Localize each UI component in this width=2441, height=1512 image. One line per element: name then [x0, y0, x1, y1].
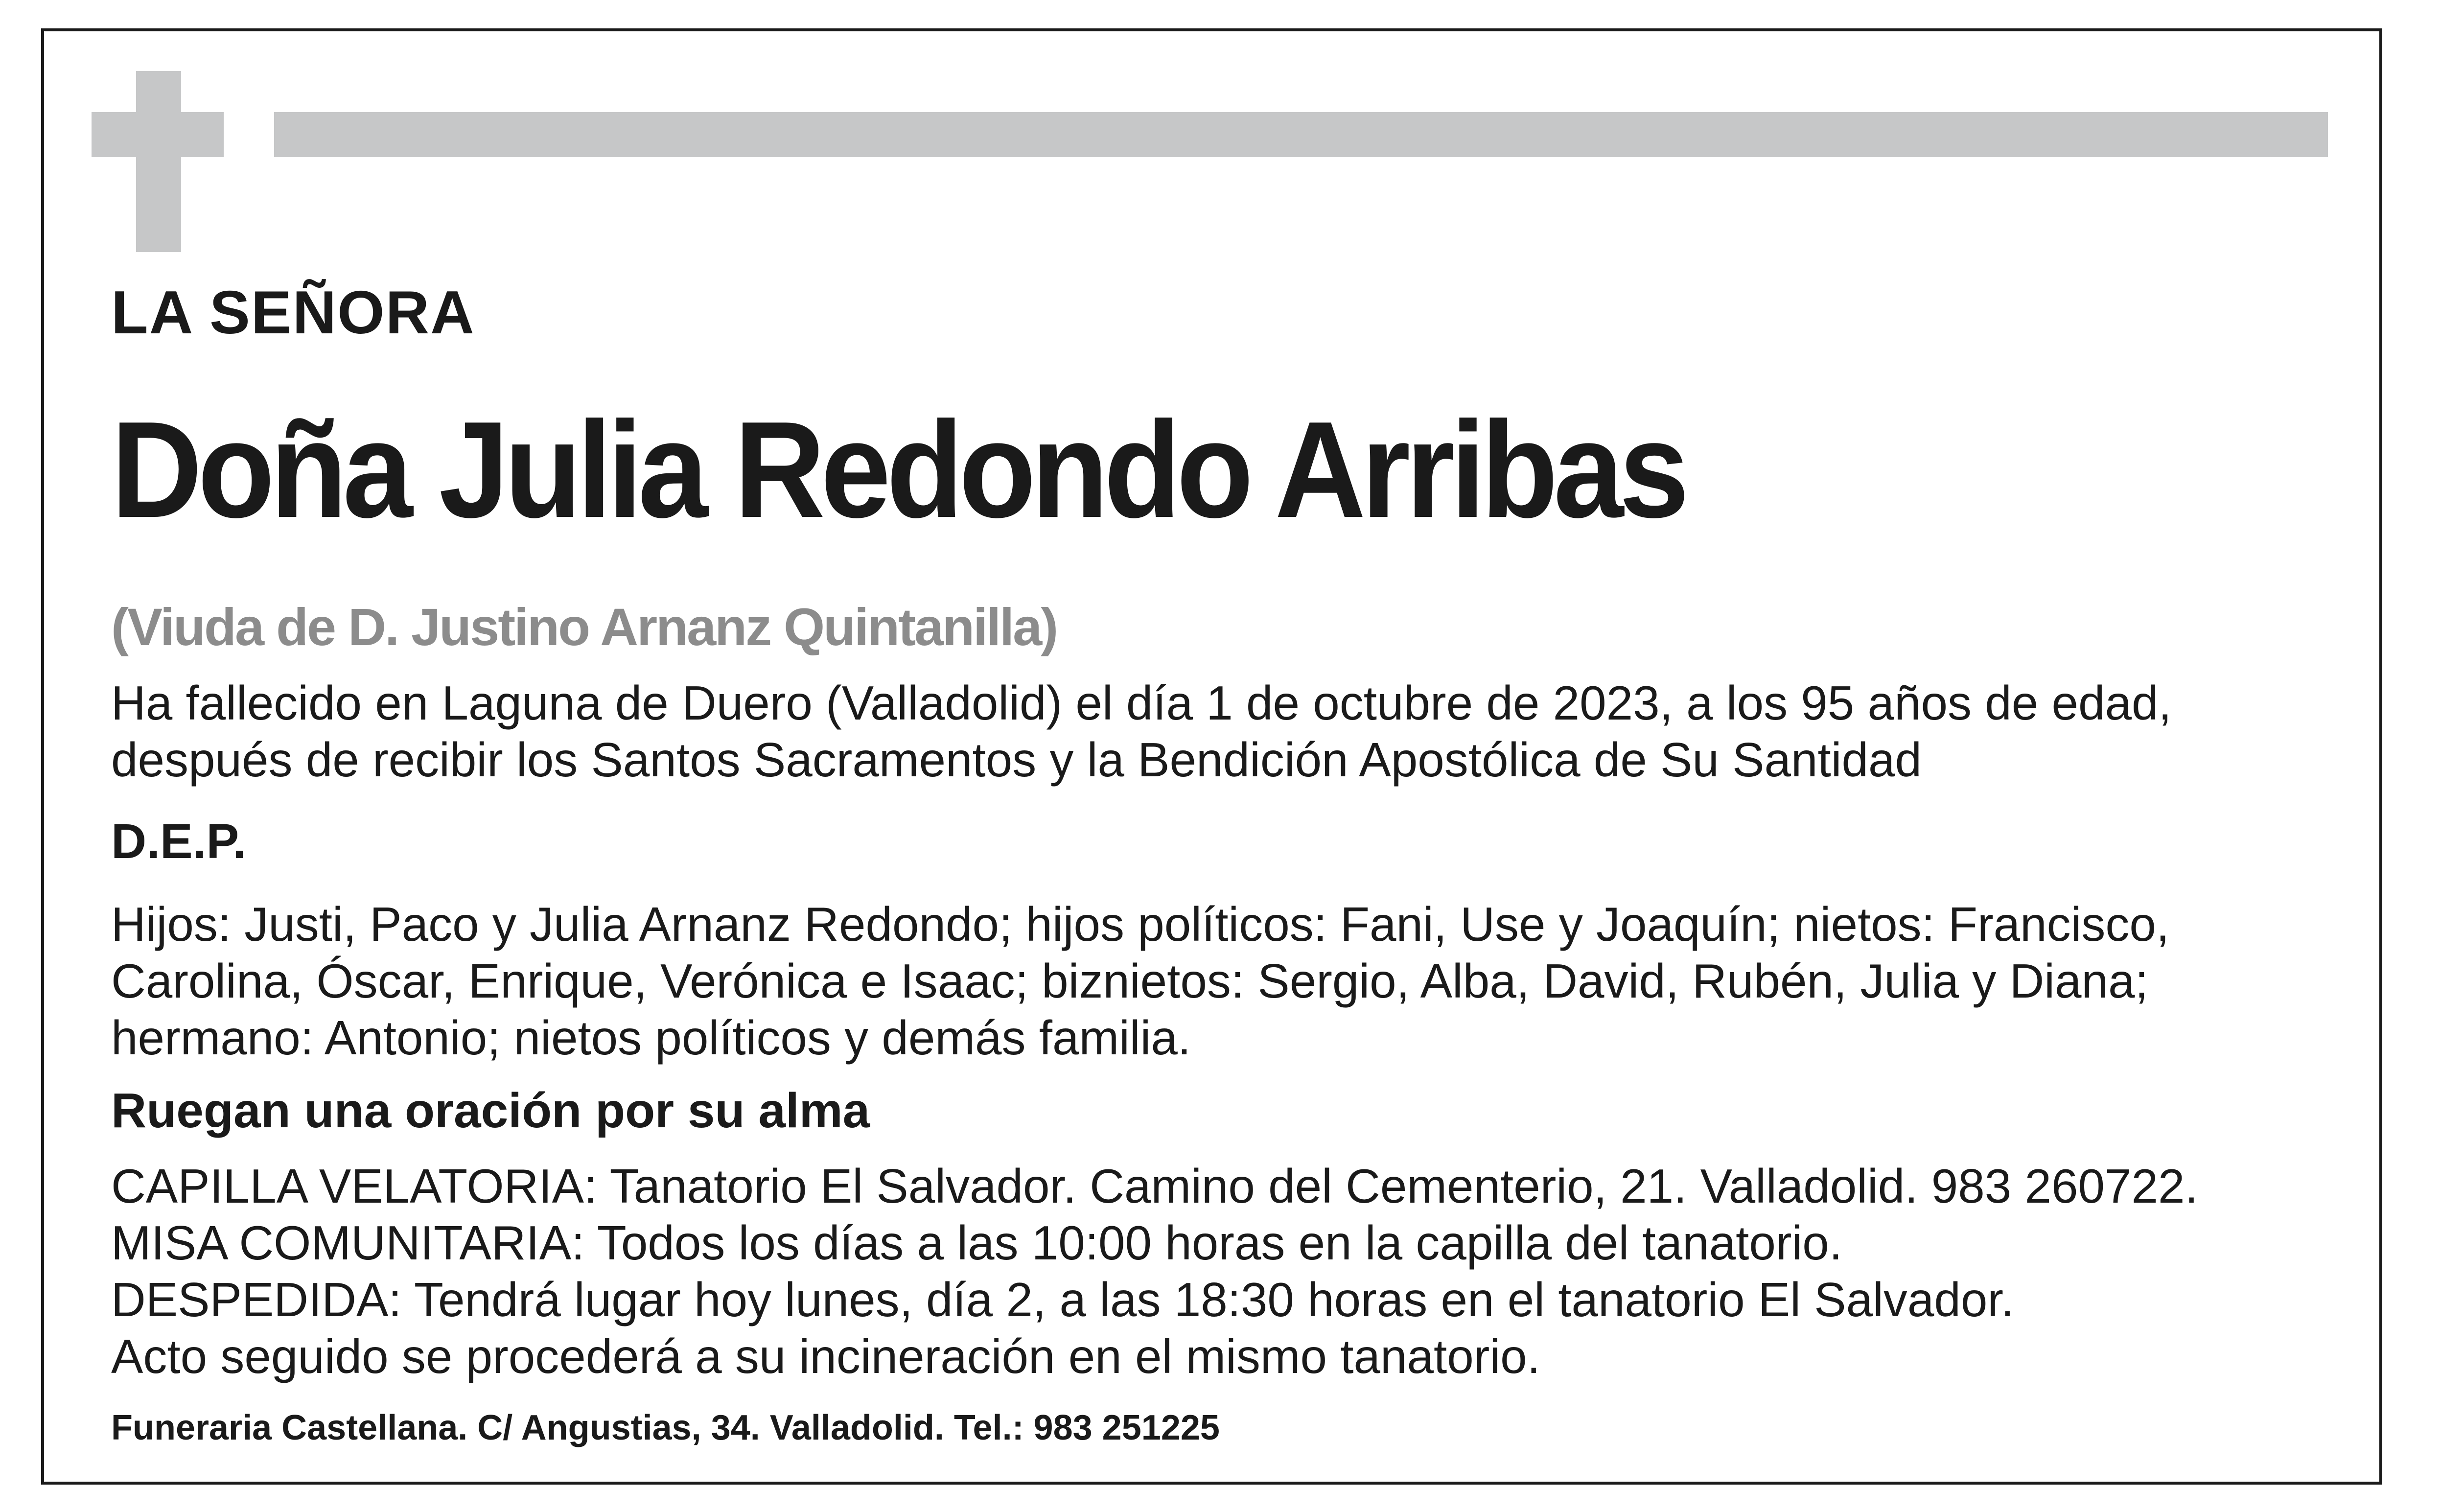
- cross-icon: [136, 71, 181, 252]
- death-details-line: después de recibir los Santos Sacramentos y la Bendición Apostólica de Su Santidad: [111, 733, 1922, 787]
- service-line: DESPEDIDA: Tendrá lugar hoy lunes, día 2, a las 18:30 horas en el tanatorio El Salvador.: [111, 1273, 2014, 1326]
- service-line: CAPILLA VELATORIA: Tanatorio El Salvador. Camino del Cementerio, 21. Valladolid. 983 260722.: [111, 1159, 2198, 1213]
- funeral-home-footer: Funeraria Castellana. C/ Angustias, 34. Valladolid. Tel.: 983 251225: [111, 1408, 1220, 1447]
- decorative-bar: [274, 112, 2328, 157]
- death-details-line: Ha fallecido en Laguna de Duero (Valladolid) el día 1 de octubre de 2023, a los 95 años de edad,: [111, 676, 2172, 730]
- service-line: Acto seguido se procederá a su incineración en el mismo tanatorio.: [111, 1329, 1540, 1383]
- family-line: Carolina, Óscar, Enrique, Verónica e Isaac; biznietos: Sergio, Alba, David, Rubén, Julia y Diana;: [111, 954, 2148, 1008]
- family-line: Hijos: Justi, Paco y Julia Arnanz Redondo; hijos políticos: Fani, Use y Joaquín; nietos: Francisco,: [111, 897, 2170, 951]
- widow-note: (Viuda de D. Justino Arnanz Quintanilla): [111, 597, 1057, 656]
- family-line: hermano: Antonio; nietos políticos y demás familia.: [111, 1011, 1191, 1065]
- service-line: MISA COMUNITARIA: Todos los días a las 10:00 horas en la capilla del tanatorio.: [111, 1216, 1842, 1270]
- rip-label: D.E.P.: [111, 814, 247, 869]
- prayer-request: Ruegan una oración por su alma: [111, 1083, 870, 1138]
- cross-icon-crossbar: [92, 112, 224, 157]
- heading: LA SEÑORA: [111, 279, 475, 347]
- deceased-name: Doña Julia Redondo Arribas: [111, 394, 1685, 546]
